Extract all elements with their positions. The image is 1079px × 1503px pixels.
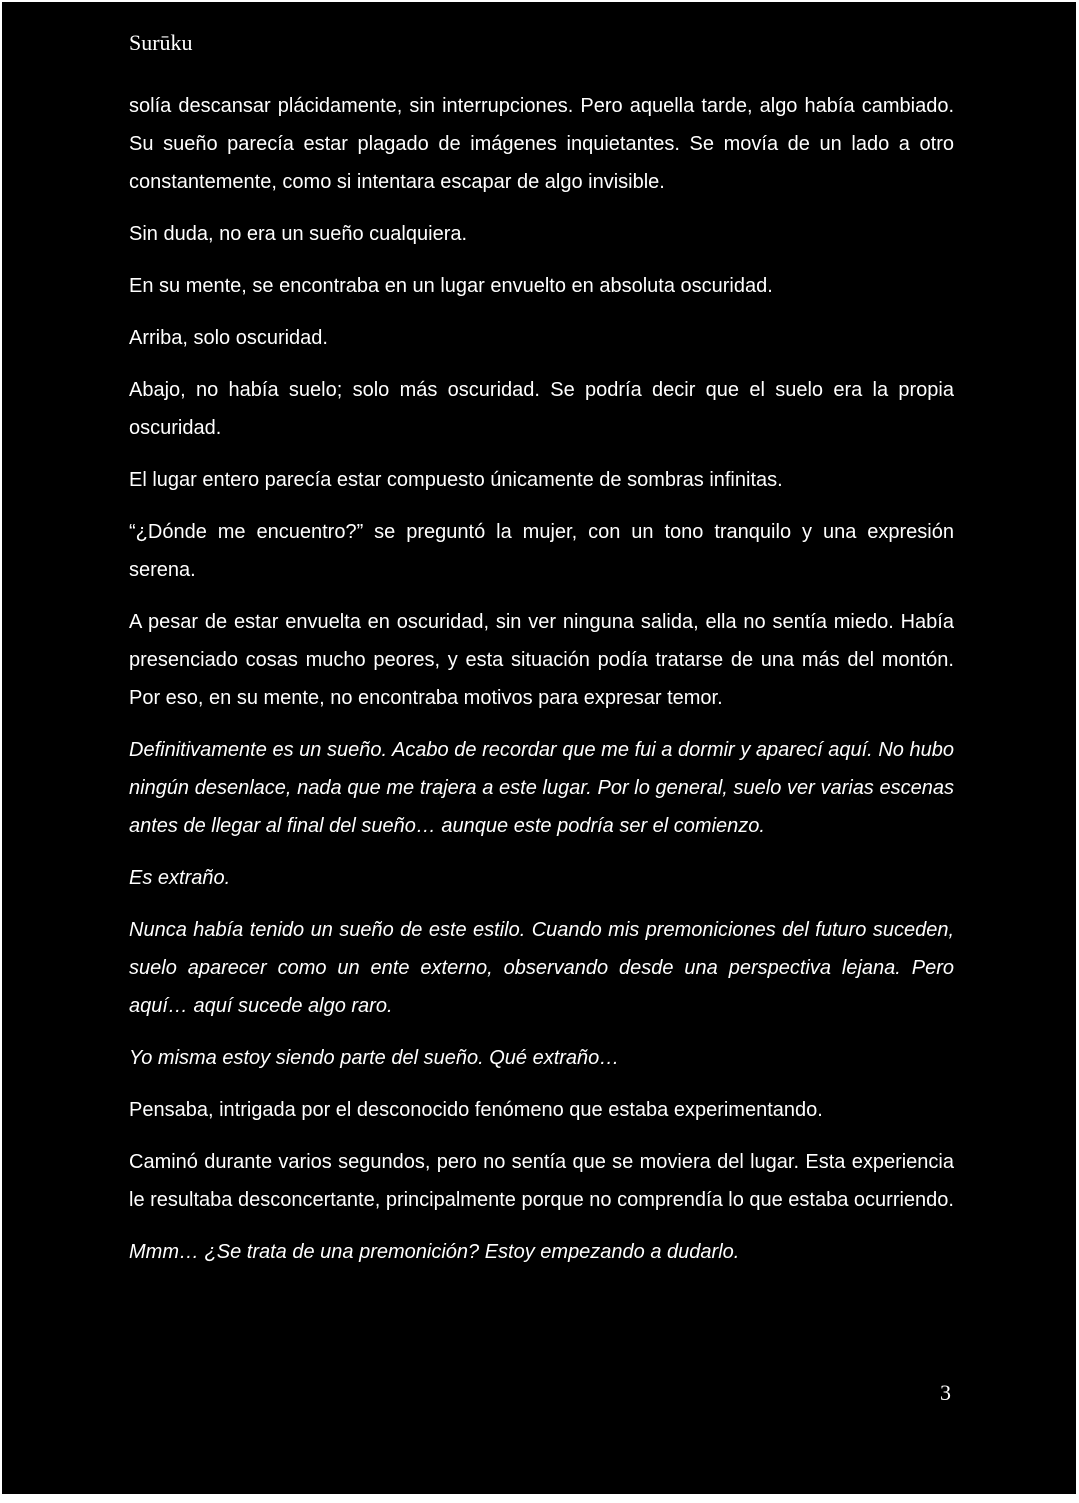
page-number: 3	[940, 1380, 951, 1405]
paragraph: Pensaba, intrigada por el desconocido fenómeno que estaba experimentando.	[129, 1099, 823, 1121]
paragraph: Sin duda, no era un sueño cualquiera.	[129, 223, 468, 245]
paragraph-italic: Mmm… ¿Se trata de una premonición? Estoy empezando a dudarlo.	[129, 1241, 740, 1263]
paragraph: Abajo, no había suelo; solo más oscuridad. Se podría decir que el suelo era la propia oscuridad.	[129, 379, 954, 439]
paragraph: El lugar entero parecía estar compuesto únicamente de sombras infinitas.	[129, 469, 783, 491]
paragraph: En su mente, se encontraba en un lugar envuelto en absoluta oscuridad.	[129, 275, 773, 297]
body-text	[129, 87, 954, 1285]
paragraph: Arriba, solo oscuridad.	[129, 327, 328, 349]
paragraph: solía descansar plácidamente, sin interrupciones. Pero aquella tarde, algo había cambiado. Su sueño parecía estar plagado de imágenes inquietantes. Se movía de un lado a otro constantemente, como si intentara escapar de algo invisible.	[129, 95, 954, 193]
paragraph-italic: Es extraño.	[129, 867, 231, 889]
paragraph-italic: Nunca había tenido un sueño de este estilo. Cuando mis premoniciones del futuro suceden, suelo aparecer como un ente externo, observando desde una perspectiva lejana. Pero aquí… aquí sucede algo raro.	[129, 919, 954, 1017]
paragraph: Caminó durante varios segundos, pero no sentía que se moviera del lugar. Esta experiencia le resultaba desconcertante, principalmente porque no comprendía lo que estaba ocurriendo.	[129, 1151, 954, 1211]
paragraph: “¿Dónde me encuentro?” se preguntó la mujer, con un tono tranquilo y una expresión serena.	[129, 521, 954, 581]
paragraph-italic: Yo misma estoy siendo parte del sueño. Qué extraño…	[129, 1047, 620, 1069]
paragraph: A pesar de estar envuelta en oscuridad, sin ver ninguna salida, ella no sentía miedo. Había presenciado cosas mucho peores, y esta situación podía tratarse de una más del montón. Por eso, en su mente, no encontraba motivos para expresar temor.	[129, 611, 954, 709]
running-header-title: Surūku	[129, 30, 193, 55]
document-page	[2, 2, 1076, 1494]
paragraph-italic: Definitivamente es un sueño. Acabo de recordar que me fui a dormir y aparecí aquí. No hubo ningún desenlace, nada que me trajera a este lugar. Por lo general, suelo ver varias escenas antes de llegar al final del sueño… aunque este podría ser el comienzo.	[129, 739, 954, 837]
